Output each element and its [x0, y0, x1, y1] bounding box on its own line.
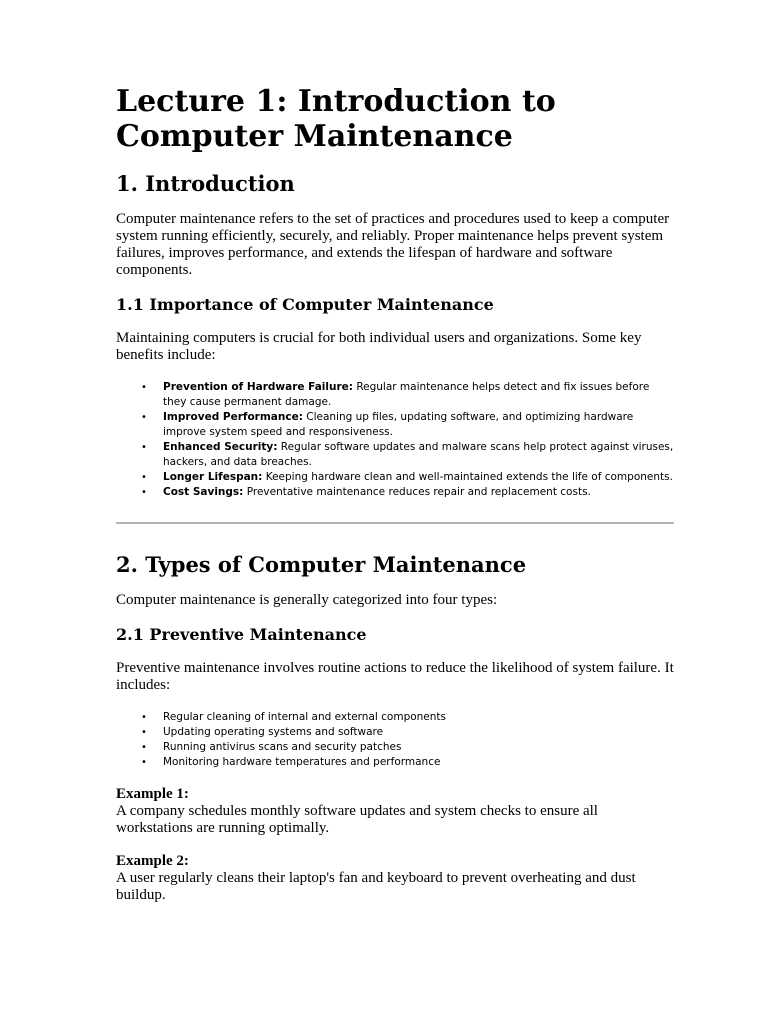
example-1: [116, 786, 676, 837]
section-2-heading: 2. Types of Computer Maintenance: [116, 552, 527, 577]
list-item: [141, 710, 676, 725]
section-1-heading: 1. Introduction: [116, 171, 295, 196]
example-2-text: A user regularly cleans their laptop's fan and keyboard to prevent overheating and dust buildup.: [116, 870, 636, 903]
bullet-icon: •: [141, 742, 147, 753]
benefit-desc: Regular software updates and malware scans help protect against viruses, hackers, and data breaches.: [163, 441, 674, 468]
example-1-text: A company schedules monthly software updates and system checks to ensure all workstations are running optimally.: [116, 803, 598, 836]
benefit-desc: Cleaning up files, updating software, and optimizing hardware improve system speed and responsiveness.: [163, 411, 634, 438]
benefit-term: Cost Savings:: [163, 486, 244, 498]
bullet-icon: •: [141, 382, 147, 393]
benefit-term: Longer Lifespan:: [163, 471, 263, 483]
bullet-icon: •: [141, 712, 147, 723]
benefit-term: Improved Performance:: [163, 411, 303, 423]
section-2-intro: Computer maintenance is generally categorized into four types:: [116, 592, 498, 608]
benefit-term: Prevention of Hardware Failure:: [163, 381, 353, 393]
list-item: [141, 725, 676, 740]
benefits-list: [116, 380, 676, 500]
list-item: [141, 485, 676, 500]
benefit-desc: Keeping hardware clean and well-maintained extends the life of components.: [265, 471, 673, 483]
benefit-desc: Regular maintenance helps detect and fix issues before they cause permanent damage.: [163, 381, 650, 408]
subsection-1-1-heading: 1.1 Importance of Computer Maintenance: [116, 295, 494, 314]
bullet-icon: •: [141, 757, 147, 768]
list-item: [141, 440, 676, 470]
bullet-icon: •: [141, 487, 147, 498]
section-1-intro: Computer maintenance refers to the set of practices and procedures used to keep a computer system running efficiently, securely, and reliably. Proper maintenance helps prevent system failures, improves performance, and extends the lifespan of hardware and software components.: [116, 211, 670, 278]
bullet-icon: •: [141, 412, 147, 423]
list-item: [141, 755, 676, 770]
list-item: [141, 470, 676, 485]
list-item-text: Running antivirus scans and security patches: [163, 741, 402, 753]
list-item: [141, 380, 676, 410]
document-title: Lecture 1: Introduction to Computer Maintenance: [116, 84, 556, 154]
example-2: [116, 853, 676, 904]
example-1-label: Example 1:: [116, 786, 189, 802]
horizontal-divider: [116, 522, 674, 524]
list-item: [141, 410, 676, 440]
list-item: [141, 740, 676, 755]
benefit-term: Enhanced Security:: [163, 441, 278, 453]
list-item-text: Monitoring hardware temperatures and performance: [163, 756, 441, 768]
preventive-items-list: [116, 710, 676, 770]
document-page: [116, 84, 676, 920]
benefit-desc: Preventative maintenance reduces repair and replacement costs.: [246, 486, 591, 498]
bullet-icon: •: [141, 442, 147, 453]
list-item-text: Regular cleaning of internal and external components: [163, 711, 447, 723]
subsection-2-1-heading: 2.1 Preventive Maintenance: [116, 625, 367, 644]
subsection-1-1-text: Maintaining computers is crucial for both individual users and organizations. Some key benefits include:: [116, 330, 642, 363]
example-2-label: Example 2:: [116, 853, 189, 869]
bullet-icon: •: [141, 472, 147, 483]
list-item-text: Updating operating systems and software: [163, 726, 384, 738]
bullet-icon: •: [141, 727, 147, 738]
subsection-2-1-text: Preventive maintenance involves routine actions to reduce the likelihood of system failure. It includes:: [116, 660, 674, 693]
